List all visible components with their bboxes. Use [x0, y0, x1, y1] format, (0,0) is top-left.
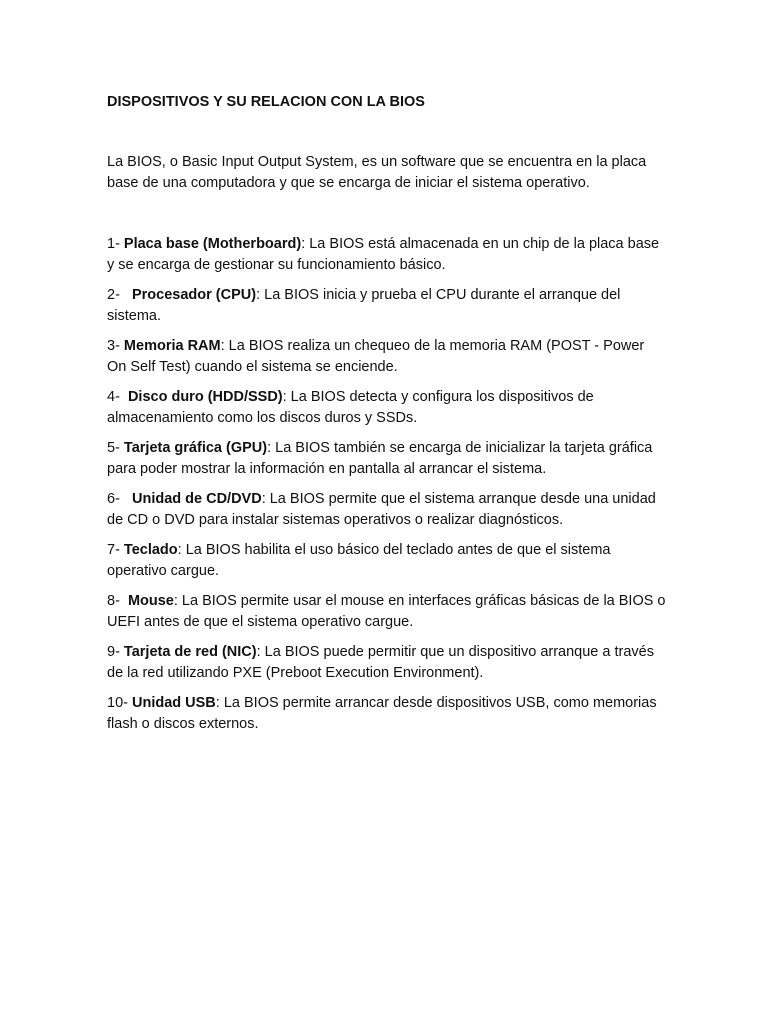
item-number: 7-	[107, 542, 124, 558]
list-item	[107, 336, 667, 377]
list-item	[107, 591, 667, 632]
list-item	[107, 489, 667, 530]
item-label: Tarjeta gráfica (GPU)	[123, 440, 268, 456]
item-label: Unidad de CD/DVD	[131, 491, 262, 507]
item-label: Teclado	[123, 542, 178, 558]
document-title: DISPOSITIVOS Y SU RELACION CON LA BIOS	[107, 94, 425, 110]
list-item	[107, 438, 667, 479]
item-description: : La BIOS permite usar el mouse en interfaces gráficas básicas de la BIOS o UEFI antes de que el sistema operativo cargue.	[107, 593, 666, 630]
item-description: : La BIOS inicia y prueba el CPU durante el arranque del sistema.	[107, 287, 621, 324]
list-item	[107, 642, 667, 683]
item-number: 8-	[107, 593, 128, 609]
item-description: : La BIOS realiza un chequeo de la memoria RAM (POST - Power On Self Test) cuando el sistema se enciende.	[107, 338, 645, 375]
item-number: 4-	[107, 389, 128, 405]
item-description: : La BIOS permite que el sistema arranque desde una unidad de CD o DVD para instalar sistemas operativos o realizar diagnósticos.	[107, 491, 656, 528]
item-label: Mouse	[127, 593, 174, 609]
item-number: 10-	[107, 695, 132, 711]
item-description: : La BIOS también se encarga de inicializar la tarjeta gráfica para poder mostrar la información en pantalla al arrancar el sistema.	[107, 440, 653, 477]
device-list	[107, 234, 667, 744]
list-item	[107, 234, 667, 275]
item-number: 1-	[107, 236, 124, 252]
item-description: : La BIOS permite arrancar desde dispositivos USB, como memorias flash o discos externos.	[107, 695, 657, 732]
item-label: Unidad USB	[132, 695, 216, 711]
item-label: Disco duro (HDD/SSD)	[127, 389, 283, 405]
item-number: 5-	[107, 440, 124, 456]
list-item	[107, 540, 667, 581]
item-number: 2-	[107, 287, 132, 303]
list-item	[107, 285, 667, 326]
item-number: 3-	[107, 338, 124, 354]
intro-paragraph: La BIOS, o Basic Input Output System, es un software que se encuentra en la placa base de una computadora y que se encarga de iniciar el sistema operativo.	[107, 154, 647, 191]
item-label: Procesador (CPU)	[131, 287, 257, 303]
item-description: : La BIOS está almacenada en un chip de la placa base y se encarga de gestionar su funcionamiento básico.	[107, 236, 660, 273]
item-description: : La BIOS puede permitir que un dispositivo arranque a través de la red utilizando PXE (Preboot Execution Environment).	[107, 644, 654, 681]
item-label: Tarjeta de red (NIC)	[123, 644, 257, 660]
item-description: : La BIOS detecta y configura los dispositivos de almacenamiento como los discos duros y SSDs.	[107, 389, 594, 426]
item-number: 9-	[107, 644, 124, 660]
list-item	[107, 693, 667, 734]
item-description: : La BIOS habilita el uso básico del teclado antes de que el sistema operativo cargue.	[107, 542, 611, 579]
item-label: Memoria RAM	[123, 338, 221, 354]
item-label: Placa base (Motherboard)	[123, 236, 302, 252]
item-number: 6-	[107, 491, 132, 507]
list-item	[107, 387, 667, 428]
